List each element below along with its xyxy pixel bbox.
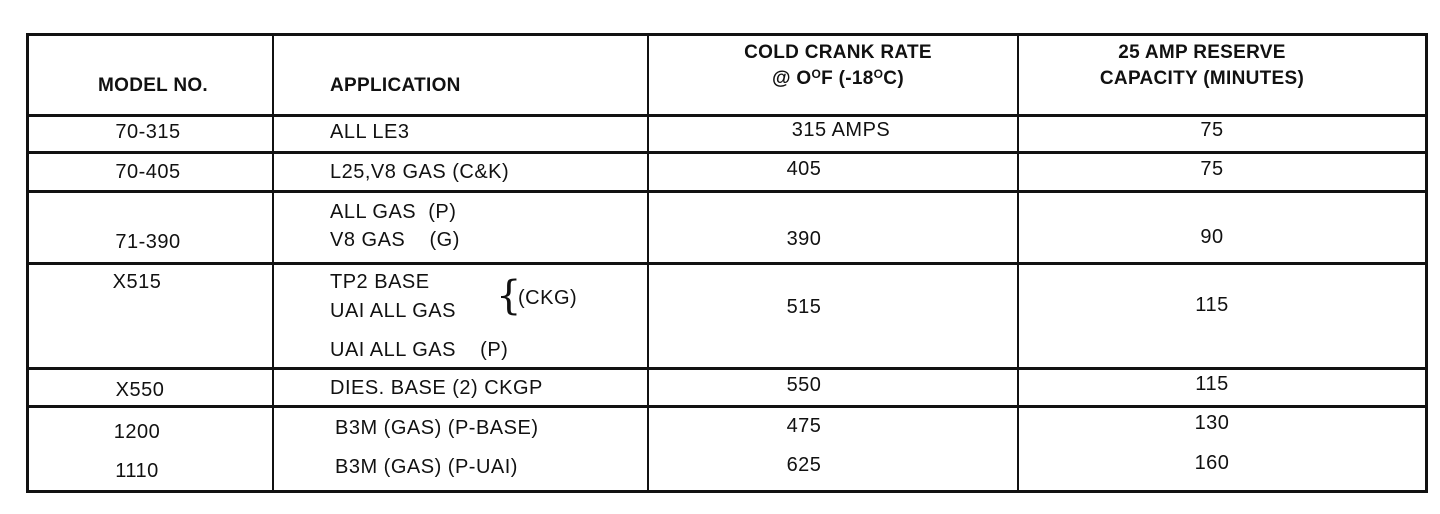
table-cell-model: X515 xyxy=(112,271,162,293)
table-cell-cold-crank: 405 xyxy=(786,158,822,180)
table-cell-application: ALL LE3 xyxy=(330,121,410,143)
table-cell-application: B3M (GAS) (P-BASE) xyxy=(335,417,539,439)
header-reserve-line1: 25 AMP RESERVE xyxy=(1118,42,1286,63)
table-cell-application: V8 GAS (G) xyxy=(330,229,460,251)
table-cell-reserve: 130 xyxy=(1194,412,1230,434)
table-cell-model: 1200 xyxy=(113,421,161,443)
table-cell-application: DIES. BASE (2) CKGP xyxy=(330,377,543,399)
header-cold-crank-line2: @ $O^OF$ $(-18^OC)$ xyxy=(772,67,904,89)
table-cell-cold-crank: 625 xyxy=(786,454,822,476)
column-divider xyxy=(1017,33,1019,493)
table-cell-reserve: 115 xyxy=(1195,294,1229,316)
table-cell-application: ALL GAS (P) xyxy=(330,201,457,223)
row-divider xyxy=(26,367,1428,370)
table-cell-application: TP2 BASE xyxy=(330,271,430,293)
table-cell-model: X550 xyxy=(115,379,165,401)
header-divider xyxy=(26,114,1428,117)
header-cold-crank-line1: COLD CRANK RATE xyxy=(744,42,932,63)
row-divider xyxy=(26,151,1428,154)
column-divider xyxy=(272,33,274,493)
table-cell-cold-crank: 315 AMPS xyxy=(791,119,891,141)
header-reserve-capacity xyxy=(1100,40,1304,92)
table-cell-reserve: 75 xyxy=(1200,158,1224,180)
table-cell-model: 70-315 xyxy=(115,121,181,143)
table-cell-cold-crank: 475 xyxy=(786,415,822,437)
table-cell-reserve: 90 xyxy=(1200,226,1224,248)
table-cell-cold-crank: 390 xyxy=(786,228,822,250)
table-cell-reserve: 160 xyxy=(1194,452,1230,474)
table-cell-cold-crank: 550 xyxy=(786,374,822,396)
header-cold-crank xyxy=(744,40,932,92)
table-cell-application: UAI ALL GAS (P) xyxy=(330,339,509,361)
table-cell-cold-crank: 515 xyxy=(786,296,822,318)
column-divider xyxy=(647,33,649,493)
header-reserve-line2: CAPACITY (MINUTES) xyxy=(1099,68,1305,89)
row-divider xyxy=(26,405,1428,408)
header-application: APPLICATION xyxy=(330,75,461,96)
table-cell-reserve: 75 xyxy=(1200,119,1224,141)
row-divider xyxy=(26,262,1428,265)
table-cell-model: 70-405 xyxy=(115,161,181,183)
table-cell-application: B3M (GAS) (P-UAI) xyxy=(335,456,518,478)
row-divider xyxy=(26,190,1428,193)
header-model: MODEL NO. xyxy=(97,75,209,96)
table-cell-application-group: (CKG) xyxy=(518,287,578,309)
table-cell-model: 71-390 xyxy=(115,231,181,253)
table-cell-application: L25,V8 GAS (C&K) xyxy=(330,161,510,183)
brace-icon: { xyxy=(496,273,522,319)
table-cell-reserve: 115 xyxy=(1195,373,1229,395)
table-cell-application: UAI ALL GAS xyxy=(330,300,456,322)
table-cell-model: 1110 xyxy=(115,460,159,482)
